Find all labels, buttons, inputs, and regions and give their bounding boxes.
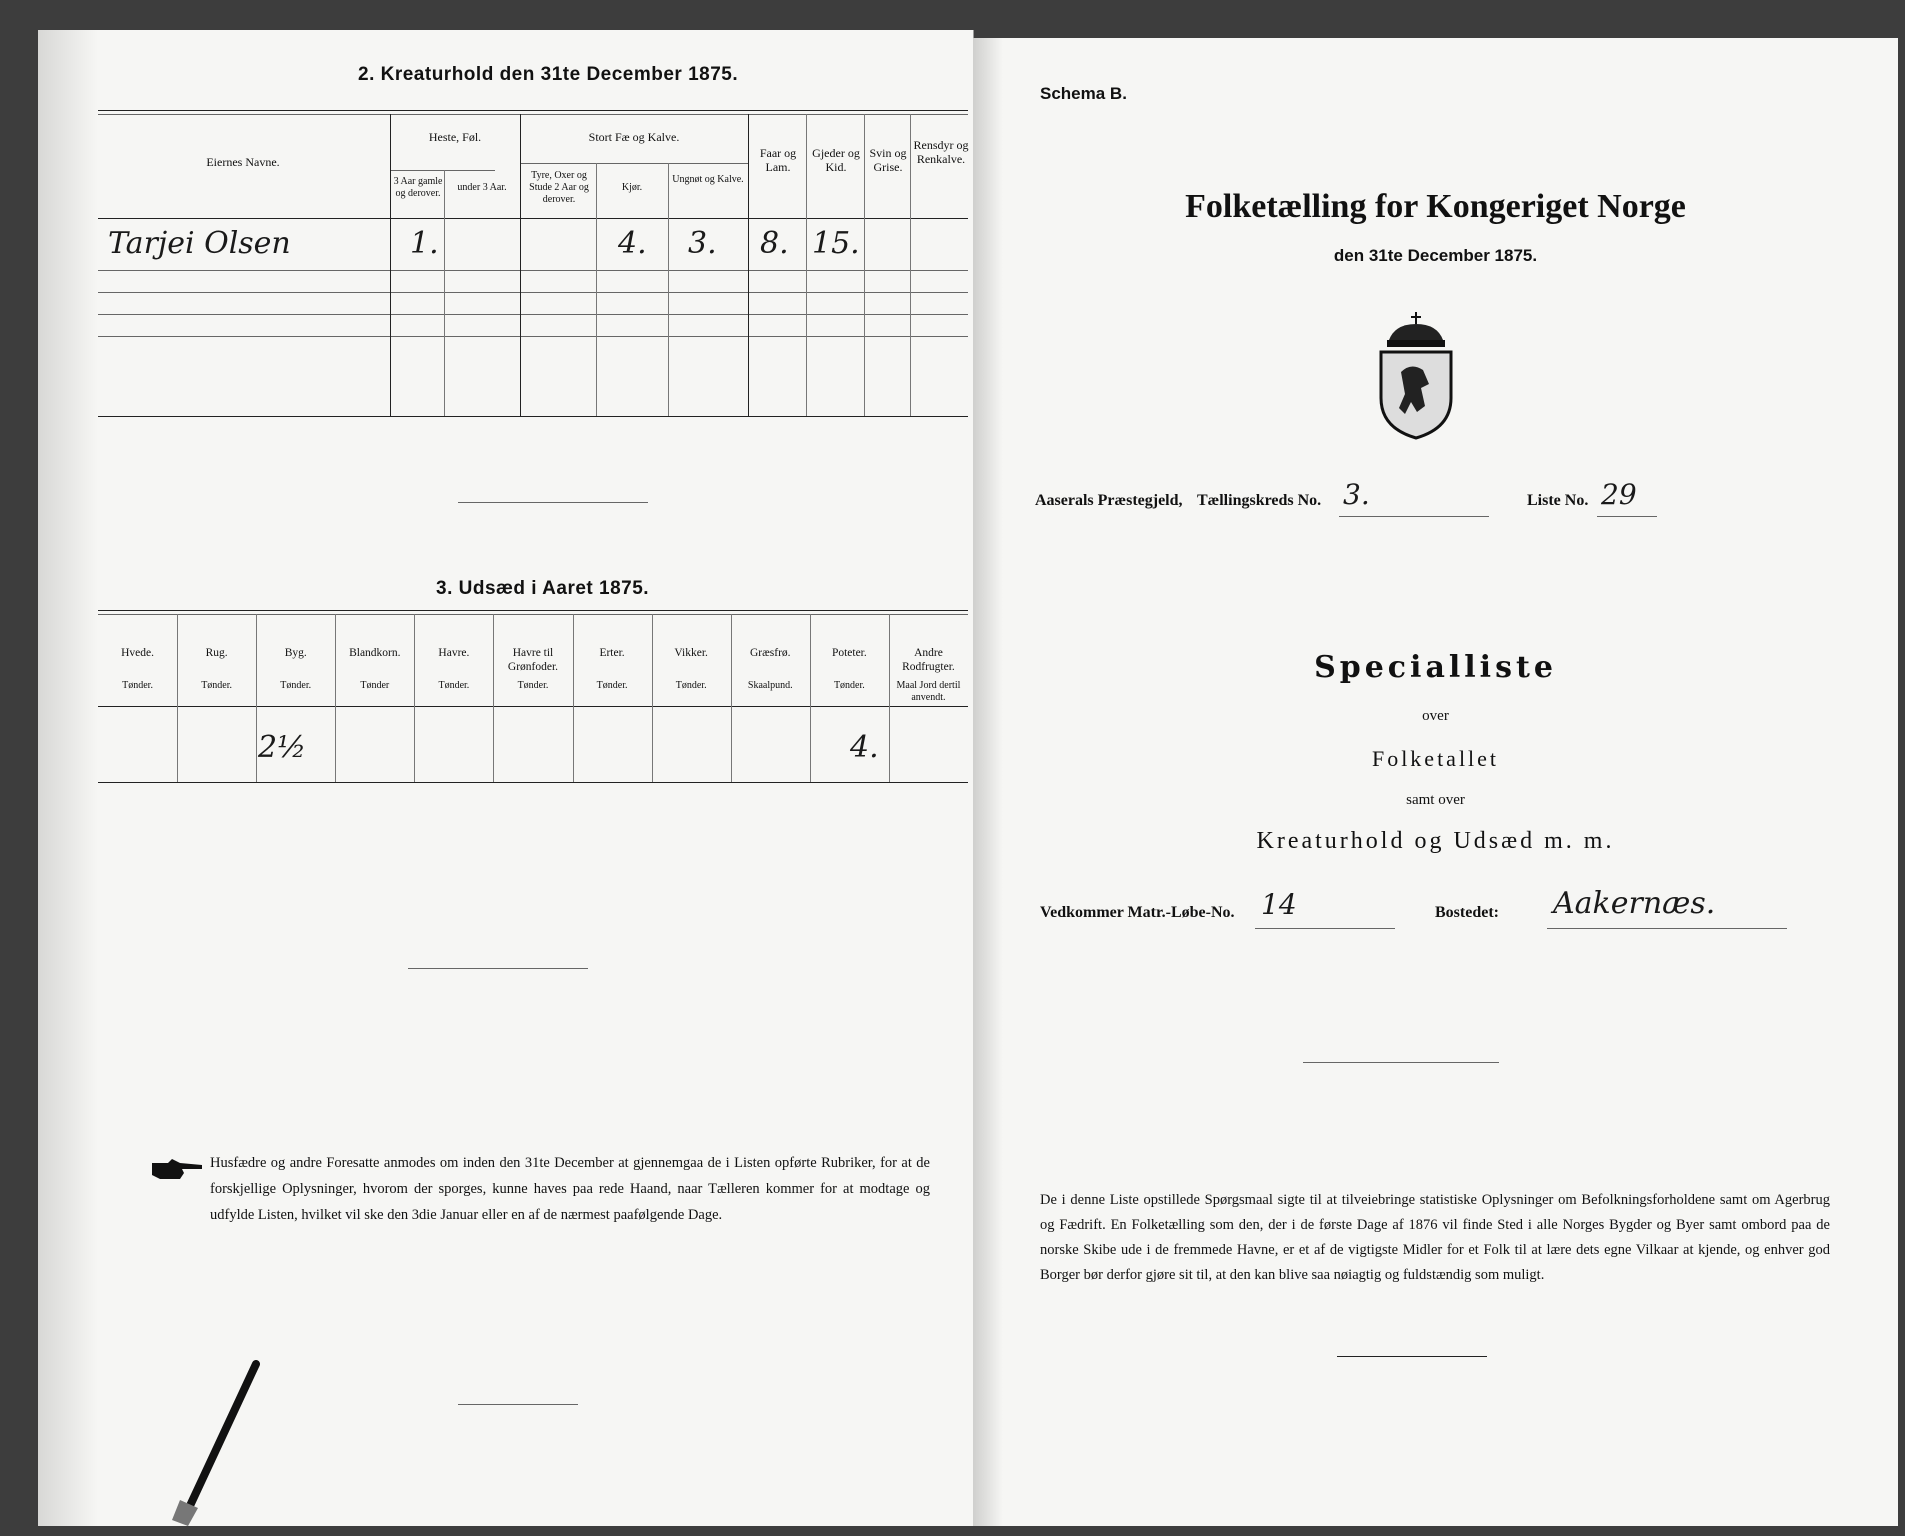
table-col bbox=[668, 163, 669, 416]
coat-of-arms-icon bbox=[1375, 310, 1457, 442]
seed-col-divider bbox=[652, 614, 653, 782]
right-page bbox=[973, 38, 1898, 1526]
main-title: Folketælling for Kongeriget Norge bbox=[1185, 188, 1686, 225]
poteter-value: 4. bbox=[850, 730, 879, 765]
header-pigs: Svin og Grise. bbox=[869, 146, 907, 174]
header-cattle: Stort Fæ og Kalve. bbox=[588, 130, 680, 144]
schema-label: Schema B. bbox=[1040, 84, 1127, 103]
table-col bbox=[910, 114, 911, 416]
table-col bbox=[748, 114, 749, 416]
matr-number: 14 bbox=[1261, 888, 1297, 921]
underline bbox=[1597, 516, 1657, 517]
seed-col-divider bbox=[335, 614, 336, 782]
table-rule bbox=[98, 270, 968, 271]
seed-col-unit: Tønder bbox=[360, 680, 390, 691]
seed-col-header: Rug. bbox=[205, 647, 228, 659]
seed-col-unit: Tønder. bbox=[280, 680, 312, 691]
seed-col-divider bbox=[177, 614, 178, 782]
table-col bbox=[596, 163, 597, 416]
notice-text: Husfædre og andre Foresatte anmodes om inden den 31te December at gjennemgaa de i Listen opførte Rubriker, for at de forskjellige Oplysninger, hvorom der sporges, kunne haves paa rede Haand, naar Tælleren kommer for at modtage og udfylde Listen, hvilket vil ske den 3die Januar eller en af de nærmest paafølgende Dage. bbox=[210, 1155, 930, 1223]
header-sheep: Faar og Lam. bbox=[759, 146, 797, 174]
byg-value: 2½ bbox=[258, 730, 307, 765]
table-rule bbox=[98, 614, 968, 615]
header-owner: Eiernes Navne. bbox=[206, 155, 280, 169]
table-rule bbox=[98, 110, 968, 111]
table-rule bbox=[98, 114, 968, 115]
seed-col-header: Vikker. bbox=[674, 647, 708, 659]
cows-value: 4. bbox=[618, 226, 647, 261]
seed-col-divider bbox=[573, 614, 574, 782]
young-cattle-value: 3. bbox=[688, 226, 717, 261]
samt-over-label: samt over bbox=[1406, 792, 1465, 808]
table-rule bbox=[520, 163, 748, 164]
table-col bbox=[390, 114, 391, 416]
seed-col-header: Græsfrø. bbox=[749, 647, 791, 659]
header-goats: Gjeder og Kid. bbox=[812, 146, 860, 174]
section2-title: 2. Kreaturhold den 31te December 1875. bbox=[358, 64, 739, 85]
seed-col-unit: Tønder. bbox=[438, 680, 470, 691]
header-horses: Heste, Føl. bbox=[428, 130, 482, 144]
divider bbox=[1303, 1062, 1499, 1063]
matr-label: Vedkommer Matr.-Løbe-No. bbox=[1040, 904, 1235, 921]
divider bbox=[1337, 1356, 1487, 1357]
table-col bbox=[864, 114, 865, 416]
divider bbox=[408, 968, 588, 969]
seed-col-divider bbox=[493, 614, 494, 782]
list-label: Liste No. bbox=[1527, 492, 1589, 509]
table-rule bbox=[98, 610, 968, 611]
table-rule bbox=[98, 416, 968, 417]
section3-title: 3. Udsæd i Aaret 1875. bbox=[436, 578, 650, 599]
seed-col-unit: Skaalpund. bbox=[747, 680, 793, 691]
table-col bbox=[444, 170, 445, 416]
header-horses-young: under 3 Aar. bbox=[457, 182, 507, 193]
census-date: den 31te December 1875. bbox=[1333, 246, 1538, 265]
table-rule bbox=[98, 218, 968, 219]
seed-col-unit: Tønder. bbox=[122, 680, 153, 691]
pen-icon bbox=[158, 1360, 278, 1526]
seed-col-header: Erter. bbox=[599, 647, 625, 659]
folketallet-label: Folketallet bbox=[1371, 746, 1500, 771]
parish-label: Aaserals Præstegjeld, bbox=[1035, 492, 1183, 509]
table-col bbox=[806, 114, 807, 416]
intro-paragraph: De i denne Liste opstillede Spørgsmaal sigte til at tilveiebringe statistiske Oplysninger om Befolkningsforholdene samt om Agerbrug og Fædrift. En Folketælling som den, der i de første Dage af 1876 vil finde Sted i alle Norges Bygder og Byer samt ombord paa de norske Skibe ude i de fremmede Havne, er et af de vigtigste Midler for et Folk til at lære dets egne Vilkaar at kjende, og enhver god Borger bør derfor gjøre sit til, at den kan blive saa nøiagtig og fuldstændig som muligt. bbox=[1040, 1192, 1830, 1283]
seed-col-header: Havre til Grønfoder. bbox=[507, 647, 559, 673]
district-number: 3. bbox=[1343, 478, 1370, 511]
seed-col-unit: Tønder. bbox=[517, 680, 549, 691]
seed-col-divider bbox=[731, 614, 732, 782]
seed-col-header: Poteter. bbox=[831, 647, 867, 659]
seed-col-header: Andre Rodfrugter. bbox=[902, 647, 955, 673]
seed-col-unit: Maal Jord dertil anvendt. bbox=[896, 680, 961, 703]
seed-col-unit: Tønder. bbox=[201, 680, 233, 691]
seed-col-header: Byg. bbox=[284, 647, 307, 659]
divider bbox=[458, 1404, 578, 1405]
header-horses-old: 3 Aar gamle og derover. bbox=[393, 176, 443, 199]
seed-col-header: Blandkorn. bbox=[349, 647, 401, 659]
divider bbox=[458, 502, 648, 503]
seed-col-divider bbox=[889, 614, 890, 782]
seed-col-header: Havre. bbox=[438, 647, 470, 659]
list-number: 29 bbox=[1601, 478, 1637, 511]
seed-col-header: Hvede. bbox=[121, 647, 154, 659]
underline bbox=[1547, 928, 1787, 929]
district-label: Tællingskreds No. bbox=[1197, 492, 1322, 509]
table-rule bbox=[98, 336, 968, 337]
header-young-cattle: Ungnøt og Kalve. bbox=[672, 174, 744, 185]
specialliste-title: Specialliste bbox=[1314, 650, 1557, 685]
over-label: over bbox=[1422, 708, 1449, 724]
horses-old-value: 1. bbox=[410, 226, 439, 261]
table-rule bbox=[390, 170, 495, 171]
table-rule bbox=[98, 292, 968, 293]
seed-col-unit: Tønder. bbox=[675, 680, 707, 691]
sheep-value: 8. bbox=[760, 226, 789, 261]
table-rule bbox=[98, 706, 968, 707]
bosted-label: Bostedet: bbox=[1435, 904, 1499, 921]
seed-col-unit: Tønder. bbox=[596, 680, 628, 691]
header-cows: Kjør. bbox=[621, 182, 643, 193]
seed-col-divider bbox=[810, 614, 811, 782]
underline bbox=[1339, 516, 1489, 517]
table-rule bbox=[98, 314, 968, 315]
seed-col-unit: Tønder. bbox=[833, 680, 865, 691]
table-rule bbox=[98, 782, 968, 783]
pointing-hand-icon bbox=[150, 1157, 204, 1181]
owner-name: Tarjei Olsen bbox=[108, 226, 291, 261]
underline bbox=[1255, 928, 1395, 929]
goats-value: 15. bbox=[812, 226, 860, 261]
header-reindeer: Rensdyr og Renkalve. bbox=[913, 138, 969, 166]
kreaturhold-label: Kreaturhold og Udsæd m. m. bbox=[1256, 828, 1615, 854]
left-page bbox=[38, 30, 974, 1526]
table-col bbox=[520, 114, 521, 416]
header-bulls: Tyre, Oxer og Stude 2 Aar og derover. bbox=[529, 170, 589, 205]
bosted-value: Aakernæs. bbox=[1553, 886, 1716, 921]
seed-col-divider bbox=[414, 614, 415, 782]
